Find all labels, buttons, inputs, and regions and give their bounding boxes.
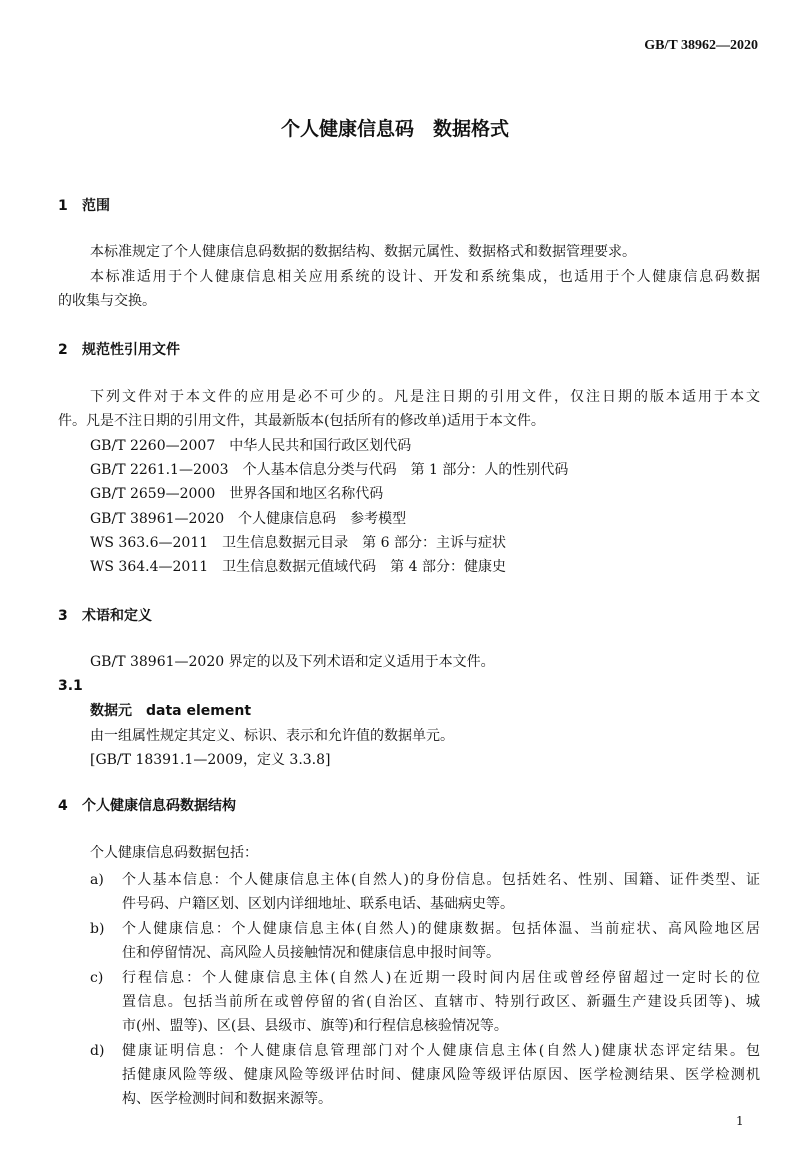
list-item-c-line-1: 行程信息：个人健康信息主体(自然人)在近期一段时间内居住或曾经停留超过一定时长的位 [122,970,760,986]
list-item-d-line-2: 括健康风险等级、健康风险等级评估时间、健康风险等级评估原因、医学检测结果、医学检测机 [122,1067,760,1083]
reference-title: 世界各国和地区名称代码 [229,486,384,502]
term-heading [90,702,251,720]
list-item-a-line-2: 件号码、户籍区划、区划内详细地址、联系电话、基础病史等。 [122,896,514,912]
reference-item [90,437,411,455]
reference-code: WS 364.4—2011 [90,559,209,575]
term-source: [GB/T 18391.1—2009，定义 3.3.8] [90,752,331,768]
reference-code: GB/T 38961—2020 [90,511,225,527]
section-number: 4 [58,798,68,814]
section-3-heading [58,607,152,625]
standard-number: GB/T 38962—2020 [644,38,758,53]
term-number: 3.1 [58,678,83,694]
section-title: 术语和定义 [82,608,152,624]
reference-item [90,558,506,576]
reference-title: 个人基本信息分类与代码 第 1 部分：人的性别代码 [242,462,569,478]
terms-intro: GB/T 38961—2020 界定的以及下列术语和定义适用于本文件。 [90,654,495,670]
list-label: b) [90,921,105,937]
term-en: data element [146,703,252,719]
list-label: d) [90,1043,105,1059]
reference-item [90,461,568,479]
list-label: c) [90,970,104,986]
list-item-d-line-3: 构、医学检测时间和数据来源等。 [122,1091,332,1107]
section-number: 3 [58,608,68,624]
reference-item [90,534,506,552]
reference-code: GB/T 2260—2007 [90,438,216,454]
reference-title: 卫生信息数据元目录 第 6 部分：主诉与症状 [222,535,506,551]
section-title: 规范性引用文件 [82,342,180,358]
section-number: 1 [58,198,68,214]
data-structure-intro: 个人健康信息码数据包括： [90,845,258,861]
term-cn: 数据元 [90,703,132,719]
section-1-heading [58,197,110,215]
reference-title: 中华人民共和国行政区划代码 [229,438,412,454]
reference-item [90,485,383,503]
reference-code: WS 363.6—2011 [90,535,209,551]
section-title: 范围 [82,198,110,214]
reference-code: GB/T 2659—2000 [90,486,216,502]
section-number: 2 [58,342,68,358]
section-2-heading [58,341,180,359]
section-4-heading [58,797,236,815]
term-definition: 由一组属性规定其定义、标识、表示和允许值的数据单元。 [90,728,454,744]
reference-title: 个人健康信息码 参考模型 [238,511,407,527]
list-label: a) [90,872,104,888]
reference-title: 卫生信息数据元值域代码 第 4 部分：健康史 [222,559,506,575]
scope-line-1: 本标准规定了个人健康信息码数据的数据结构、数据元属性、数据格式和数据管理要求。 [90,244,636,260]
list-item-d-line-1: 健康证明信息：个人健康信息管理部门对个人健康信息主体(自然人)健康状态评定结果。包 [122,1043,760,1059]
refs-intro-line-1: 下列文件对于本文件的应用是必不可少的。凡是注日期的引用文件，仅注日期的版本适用于本文 [90,389,760,405]
list-item-c-line-2: 置信息。包括当前所在或曾停留的省(自治区、直辖市、特别行政区、新疆生产建设兵团等)、城 [122,994,760,1010]
scope-line-2: 本标准适用于个人健康信息相关应用系统的设计、开发和系统集成，也适用于个人健康信息码数据 [90,269,760,285]
refs-intro-line-2: 件。凡是不注日期的引用文件，其最新版本(包括所有的修改单)适用于本文件。 [58,413,545,429]
page-title: 个人健康信息码 数据格式 [280,118,509,140]
list-item-a-line-1: 个人基本信息：个人健康信息主体(自然人)的身份信息。包括姓名、性别、国籍、证件类型、证 [122,872,760,888]
list-item-c-line-3: 市(州、盟等)、区(县、县级市、旗等)和行程信息核验情况等。 [122,1018,508,1034]
reference-code: GB/T 2261.1—2003 [90,462,229,478]
section-title: 个人健康信息码数据结构 [82,798,236,814]
reference-item [90,510,406,528]
page-number: 1 [736,1114,744,1128]
scope-line-3: 的收集与交换。 [58,293,156,309]
list-item-b-line-2: 住和停留情况、高风险人员接触情况和健康信息申报时间等。 [122,945,500,961]
list-item-b-line-1: 个人健康信息：个人健康信息主体(自然人)的健康数据。包括体温、当前症状、高风险地区居 [122,921,760,937]
